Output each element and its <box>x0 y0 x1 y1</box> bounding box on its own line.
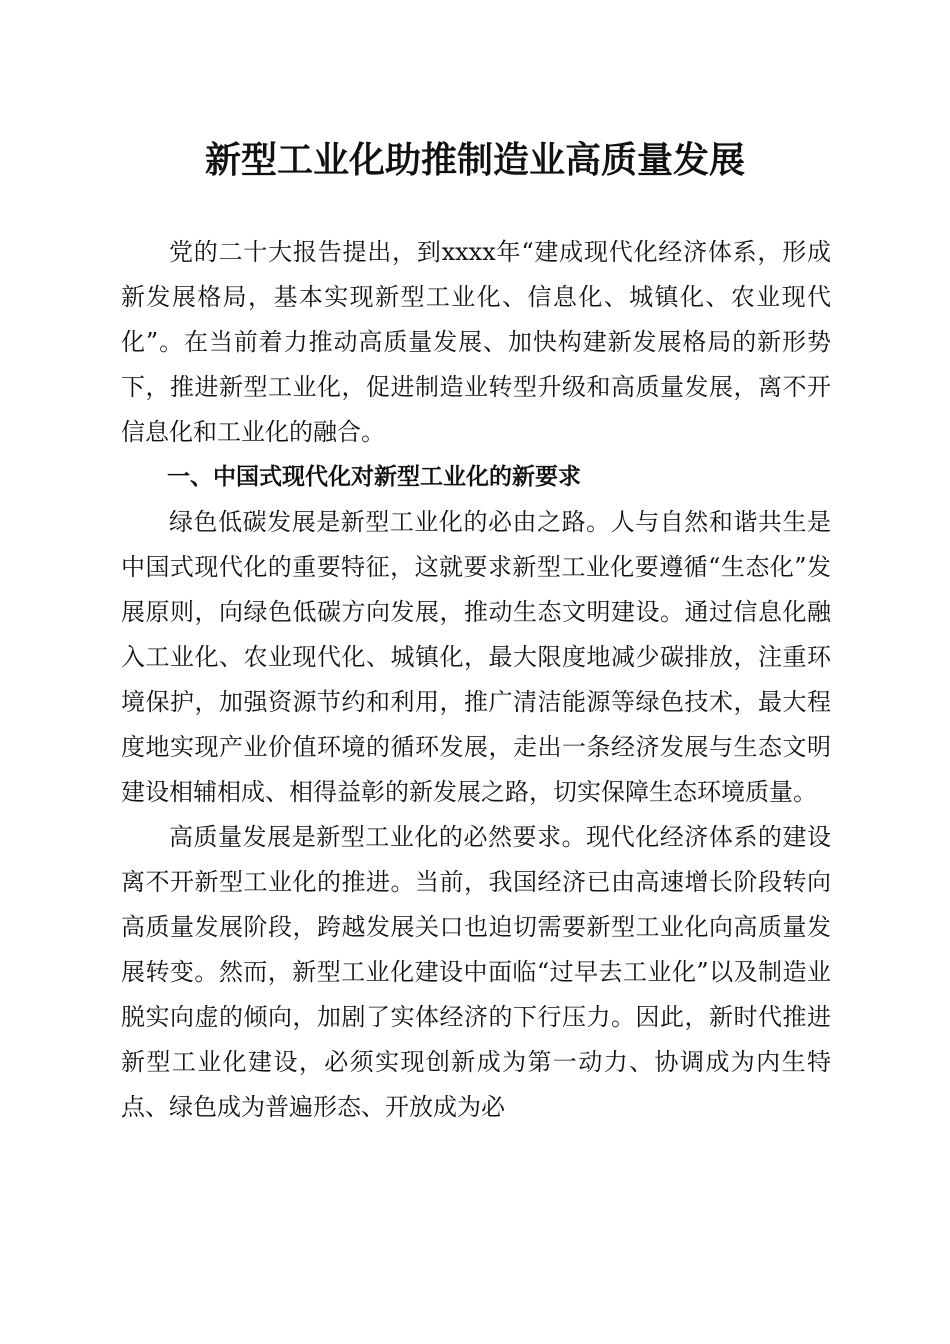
paragraph-high-quality-development: 高质量发展是新型工业化的必然要求。现代化经济体系的建设离不开新型工业化的推进。当前，我国经济已由高速增长阶段转向高质量发展阶段，跨越发展关口也迫切需要新型工业化向高质量发展转变。然而，新型工业化建设中面临“过早去工业化”以及制造业脱实向虚的倾向，加剧了实体经济的下行压力。因此，新时代推进新型工业化建设，必须实现创新成为第一动力、协调成为内生特点、绿色成为普遍形态、开放成为必 <box>121 823 831 1121</box>
document-body <box>121 230 831 1130</box>
section-heading: 一、中国式现代化对新型工业化的新要求 <box>167 464 581 490</box>
document-title: 新型工业化助推制造业高质量发展 <box>204 139 745 181</box>
paragraph-intro: 党的二十大报告提出，到xxxx年“建成现代化经济体系，形成新发展格局，基本实现新型工业化、信息化、城镇化、农业现代化”。在当前着力推动高质量发展、加快构建新发展格局的新形势下，推进新型工业化，促进制造业转型升级和高质量发展，离不开信息化和工业化的融合。 <box>121 238 831 446</box>
paragraph-green-development: 绿色低碳发展是新型工业化的必由之路。人与自然和谐共生是中国式现代化的重要特征，这就要求新型工业化要遵循“生态化”发展原则，向绿色低碳方向发展，推动生态文明建设。通过信息化融入工业化、农业现代化、城镇化，最大限度地减少碳排放，注重环境保护，加强资源节约和利用，推广清洁能源等绿色技术，最大程度地实现产业价值环境的循环发展，走出一条经济发展与生态文明建设相辅相成、相得益彰的新发展之路，切实保障生态环境质量。 <box>121 508 831 806</box>
